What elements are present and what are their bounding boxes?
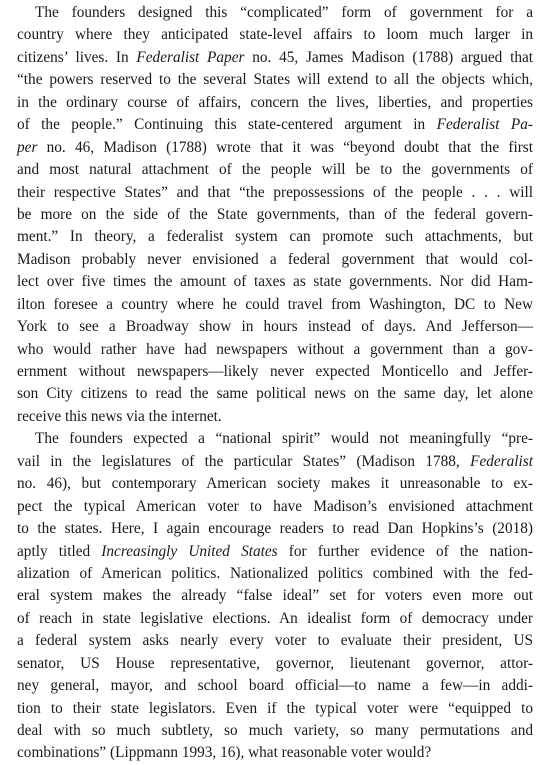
text-line: son City citizens to read the same political news on the same day, let alone: [17, 385, 533, 403]
paragraph-national-spirit: [17, 428, 533, 765]
text-line: in the ordinary course of affairs, concern the lives, liberties, and properties: [17, 93, 533, 111]
text-line: deal with so much subtlety, so much variety, so many permutations and: [17, 722, 533, 739]
text-line: country where they anticipated state-level affairs to loom much larger in: [17, 26, 533, 44]
text-line: “the powers reserved to the several States will extend to all the objects which,: [17, 71, 533, 89]
text-line: tion to their state legislators. Even if the typical voter were “equipped to: [17, 699, 533, 717]
text-line: be more on the side of the State governments, than of the federal govern-: [17, 205, 533, 223]
text-line: who would rather have had newspapers without a government than a gov-: [17, 340, 533, 358]
text-line: of the people.” Continuing this state-centered argument in Federalist Pa-: [17, 116, 533, 134]
text-line: citizens’ lives. In Federalist Paper no. 45, James Madison (1788) argued that: [17, 48, 534, 66]
text-line: aptly titled Increasingly United States for further evidence of the nation-: [17, 542, 533, 560]
text-line: York to see a Broadway show in hours instead of days. And Jefferson—: [17, 318, 533, 336]
text-line: The founders expected a “national spirit” would not meaningfully “pre-: [35, 430, 533, 448]
text-line: ney general, mayor, and school board official—to name a few—in addi-: [17, 677, 533, 695]
text-line: their respective States” and that “the prepossessions of the people . . . will: [17, 183, 533, 201]
text-line: vail in the legislatures of the particular States” (Madison 1788, Federalist: [17, 452, 533, 470]
text-line: ilton foresee a country where he could travel from Washington, DC to New: [17, 295, 533, 313]
text-line: lect over five times the amount of taxes as state governments. Nor did Ham-: [17, 273, 533, 291]
paragraph-founders-designed: [17, 2, 533, 428]
text-line: Madison probably never envisioned a federal government that would col-: [17, 250, 533, 268]
text-line: The founders designed this “complicated” form of government for a: [35, 4, 533, 21]
text-line: eral system makes the already “false ideal” set for voters even more out: [17, 587, 533, 605]
text-line: alization of American politics. Nationalized politics combined with the fed-: [17, 564, 533, 582]
text-line: per no. 46, Madison (1788) wrote that it was “beyond doubt that the first: [17, 138, 533, 156]
text-line: of reach in state legislative elections. An idealist form of democracy under: [17, 609, 533, 627]
text-line: combinations” (Lippmann 1993, 16), what reasonable voter would?: [17, 744, 432, 762]
text-line: and most natural attachment of the people will be to the governments of: [17, 161, 533, 179]
text-line: senator, US House representative, governor, lieutenant governor, attor-: [17, 654, 533, 672]
text-line: a federal system asks nearly every voter to evaluate their president, US: [17, 632, 533, 650]
text-line: receive this news via the internet.: [17, 407, 222, 425]
text-line: ment.” In theory, a federalist system can promote such attachments, but: [17, 228, 533, 246]
text-line: pect the typical American voter to have Madison’s envisioned attachment: [17, 497, 533, 515]
text-line: ernment without newspapers—likely never expected Monticello and Jeffer-: [17, 363, 533, 380]
document-page: [17, 2, 533, 765]
text-line: no. 46), but contemporary American society makes it unreasonable to ex-: [17, 475, 533, 493]
text-line: to the states. Here, I again encourage readers to read Dan Hopkins’s (2018): [17, 520, 533, 538]
